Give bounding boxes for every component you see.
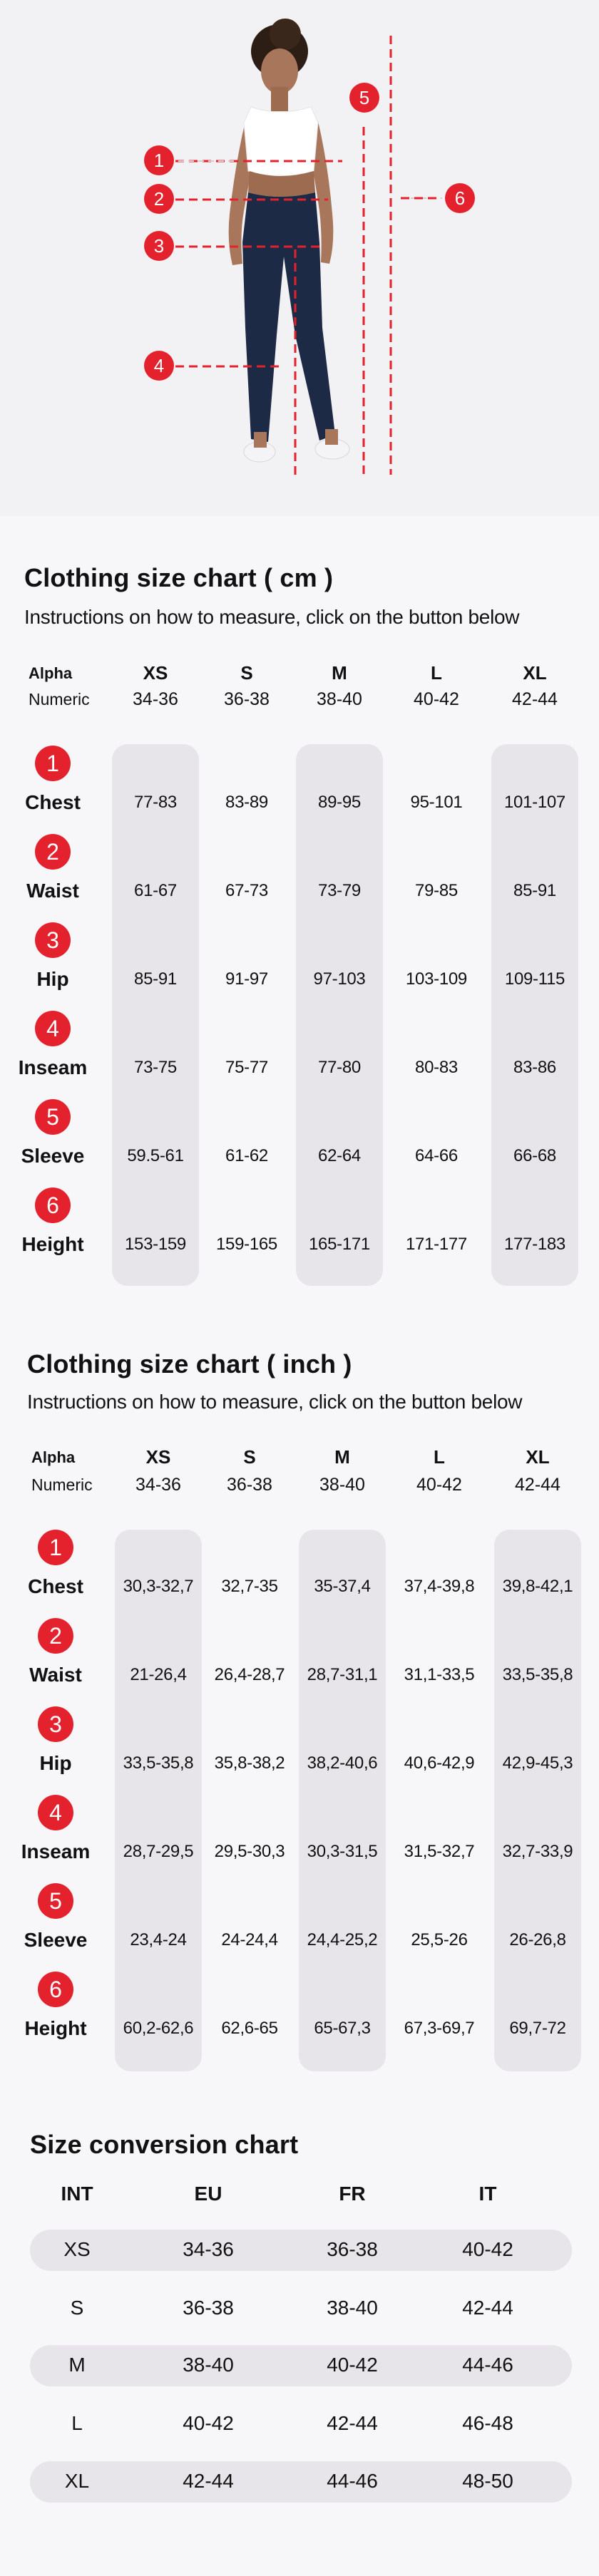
- size-code-l: L: [434, 1446, 445, 1468]
- row-label-inseam: Inseam: [21, 1840, 91, 1863]
- conversion-header-fr: FR: [339, 2183, 366, 2205]
- size-numeric-xs: 34-36: [135, 1475, 181, 1495]
- row-label-waist: Waist: [26, 880, 79, 902]
- row-badge-2: 2: [38, 1618, 73, 1654]
- conversion-header-it: IT: [478, 2183, 497, 2205]
- row-badge-3: 3: [35, 922, 71, 958]
- row-badge-4: 4: [38, 1795, 73, 1830]
- conversion-cell: XL: [64, 2470, 90, 2492]
- inch-chart-title: Clothing size chart ( inch ): [27, 1349, 352, 1379]
- size-code-s: S: [243, 1446, 256, 1468]
- table-cell: 26,4-28,7: [214, 1665, 285, 1684]
- table-cell: 59.5-61: [127, 1146, 184, 1165]
- conversion-cell: 42-44: [327, 2412, 378, 2434]
- size-numeric-s: 36-38: [224, 689, 270, 709]
- alpha-label: Alpha: [31, 1448, 76, 1466]
- table-cell: 32,7-33,9: [502, 1842, 573, 1861]
- measure-badge-5: 5: [349, 83, 379, 113]
- table-cell: 75-77: [225, 1058, 268, 1077]
- table-cell: 73-75: [134, 1058, 177, 1077]
- size-code-xl: XL: [526, 1446, 550, 1468]
- size-column-highlight: [115, 1530, 202, 2071]
- table-cell: 61-62: [225, 1146, 268, 1165]
- table-cell: 40,6-42,9: [404, 1753, 475, 1773]
- conversion-cell: 40-42: [327, 2354, 378, 2376]
- row-label-hip: Hip: [36, 968, 69, 990]
- table-cell: 61-67: [134, 881, 177, 900]
- conversion-cell: 38-40: [183, 2354, 234, 2376]
- table-cell: 42,9-45,3: [502, 1753, 573, 1773]
- conversion-cell: 40-42: [183, 2412, 234, 2434]
- table-cell: 103-109: [406, 969, 467, 989]
- table-cell: 77-83: [134, 793, 177, 812]
- table-cell: 101-107: [504, 793, 565, 812]
- row-label-waist: Waist: [29, 1664, 82, 1686]
- row-label-chest: Chest: [25, 791, 81, 813]
- table-cell: 97-103: [313, 969, 366, 989]
- size-code-m: M: [334, 1446, 350, 1468]
- table-cell: 66-68: [513, 1146, 556, 1165]
- alpha-label: Alpha: [29, 664, 73, 682]
- table-cell: 109-115: [504, 969, 565, 989]
- table-cell: 67-73: [225, 881, 268, 900]
- cm-chart-subtitle: Instructions on how to measure, click on the button below: [24, 606, 520, 628]
- table-cell: 153-159: [125, 1235, 186, 1254]
- measure-badge-3: 3: [144, 231, 174, 261]
- conversion-cell: 36-38: [327, 2238, 378, 2260]
- table-cell: 38,2-40,6: [307, 1753, 378, 1773]
- size-numeric-m: 38-40: [319, 1475, 365, 1495]
- hero-figure: [0, 0, 599, 516]
- table-cell: 35-37,4: [314, 1577, 371, 1596]
- size-numeric-xs: 34-36: [133, 689, 178, 709]
- numeric-label: Numeric: [31, 1475, 93, 1494]
- table-cell: 24-24,4: [221, 1930, 278, 1949]
- numeric-label: Numeric: [29, 690, 90, 709]
- table-cell: 31,1-33,5: [404, 1665, 475, 1684]
- table-cell: 24,4-25,2: [307, 1930, 378, 1949]
- table-cell: 80-83: [415, 1058, 458, 1077]
- table-cell: 83-86: [513, 1058, 556, 1077]
- row-badge-2: 2: [35, 834, 71, 870]
- table-cell: 165-171: [309, 1235, 370, 1254]
- size-code-s: S: [240, 662, 253, 684]
- measure-badge-6: 6: [445, 183, 475, 213]
- table-cell: 23,4-24: [130, 1930, 187, 1949]
- size-numeric-l: 40-42: [414, 689, 459, 709]
- table-cell: 85-91: [513, 881, 556, 900]
- row-label-height: Height: [24, 2017, 87, 2039]
- model-illustration: [0, 0, 599, 516]
- row-label-inseam: Inseam: [18, 1056, 88, 1078]
- row-badge-1: 1: [38, 1530, 73, 1565]
- row-badge-4: 4: [35, 1011, 71, 1046]
- row-badge-6: 6: [35, 1187, 71, 1223]
- size-code-xl: XL: [523, 662, 547, 684]
- table-cell: 28,7-31,1: [307, 1665, 378, 1684]
- conversion-cell: 40-42: [462, 2238, 513, 2260]
- table-cell: 37,4-39,8: [404, 1577, 475, 1596]
- table-cell: 21-26,4: [130, 1665, 187, 1684]
- table-cell: 67,3-69,7: [404, 2019, 475, 2038]
- row-badge-5: 5: [38, 1883, 73, 1919]
- size-column-highlight: [491, 744, 578, 1286]
- inch-chart-subtitle: Instructions on how to measure, click on the button below: [27, 1391, 523, 1413]
- table-cell: 29,5-30,3: [214, 1842, 285, 1861]
- measure-badge-1: 1: [144, 145, 174, 175]
- conversion-cell: 42-44: [183, 2470, 234, 2492]
- table-cell: 159-165: [216, 1235, 277, 1254]
- size-column-highlight: [299, 1530, 386, 2071]
- table-cell: 32,7-35: [221, 1577, 278, 1596]
- measure-badge-4: 4: [144, 351, 174, 381]
- row-badge-3: 3: [38, 1706, 73, 1742]
- table-cell: 33,5-35,8: [123, 1753, 194, 1773]
- cm-chart-title: Clothing size chart ( cm ): [24, 563, 334, 592]
- conversion-cell: 42-44: [462, 2297, 513, 2319]
- table-cell: 64-66: [415, 1146, 458, 1165]
- table-cell: 62,6-65: [221, 2019, 278, 2038]
- conversion-header-eu: EU: [194, 2183, 222, 2205]
- size-numeric-l: 40-42: [416, 1475, 462, 1495]
- table-cell: 83-89: [225, 793, 268, 812]
- table-cell: 95-101: [410, 793, 463, 812]
- row-badge-1: 1: [35, 746, 71, 781]
- conversion-cell: S: [70, 2297, 84, 2319]
- size-numeric-xl: 42-44: [515, 1475, 560, 1495]
- row-label-chest: Chest: [28, 1575, 83, 1597]
- table-cell: 73-79: [318, 881, 361, 900]
- table-cell: 171-177: [406, 1235, 467, 1254]
- table-cell: 28,7-29,5: [123, 1842, 194, 1861]
- conversion-cell: L: [71, 2412, 83, 2434]
- table-cell: 33,5-35,8: [502, 1665, 573, 1684]
- table-cell: 30,3-32,7: [123, 1577, 194, 1596]
- conversion-cell: M: [68, 2354, 86, 2376]
- size-column-highlight: [296, 744, 383, 1286]
- table-cell: 25,5-26: [411, 1930, 468, 1949]
- conversion-cell: 46-48: [462, 2412, 513, 2434]
- table-cell: 39,8-42,1: [502, 1577, 573, 1596]
- row-badge-5: 5: [35, 1099, 71, 1135]
- table-cell: 26-26,8: [509, 1930, 566, 1949]
- table-cell: 89-95: [318, 793, 361, 812]
- row-label-sleeve: Sleeve: [24, 1929, 88, 1951]
- table-cell: 177-183: [504, 1235, 565, 1254]
- table-cell: 69,7-72: [509, 2019, 566, 2038]
- measure-badge-2: 2: [144, 184, 174, 214]
- table-cell: 60,2-62,6: [123, 2019, 194, 2038]
- size-code-xs: XS: [143, 662, 168, 684]
- table-cell: 79-85: [415, 881, 458, 900]
- conversion-cell: XS: [63, 2238, 91, 2260]
- row-label-sleeve: Sleeve: [21, 1145, 85, 1167]
- size-numeric-s: 36-38: [227, 1475, 272, 1495]
- size-code-m: M: [332, 662, 347, 684]
- row-label-height: Height: [21, 1233, 84, 1255]
- conversion-cell: 34-36: [183, 2238, 234, 2260]
- table-cell: 62-64: [318, 1146, 361, 1165]
- table-cell: 85-91: [134, 969, 177, 989]
- table-cell: 91-97: [225, 969, 268, 989]
- conversion-cell: 36-38: [183, 2297, 234, 2319]
- conversion-cell: 38-40: [327, 2297, 378, 2319]
- conversion-cell: 48-50: [462, 2470, 513, 2492]
- conversion-header-int: INT: [61, 2183, 93, 2205]
- table-cell: 35,8-38,2: [214, 1753, 285, 1773]
- size-column-highlight: [494, 1530, 581, 2071]
- row-badge-6: 6: [38, 1972, 73, 2007]
- table-cell: 30,3-31,5: [307, 1842, 378, 1861]
- row-label-hip: Hip: [39, 1752, 72, 1774]
- table-cell: 31,5-32,7: [404, 1842, 475, 1861]
- conversion-title: Size conversion chart: [30, 2130, 299, 2159]
- table-cell: 77-80: [318, 1058, 361, 1077]
- size-column-highlight: [112, 744, 199, 1286]
- size-code-xs: XS: [145, 1446, 171, 1468]
- size-numeric-m: 38-40: [317, 689, 362, 709]
- conversion-cell: 44-46: [462, 2354, 513, 2376]
- size-code-l: L: [431, 662, 442, 684]
- size-numeric-xl: 42-44: [512, 689, 558, 709]
- table-cell: 65-67,3: [314, 2019, 371, 2038]
- conversion-cell: 44-46: [327, 2470, 378, 2492]
